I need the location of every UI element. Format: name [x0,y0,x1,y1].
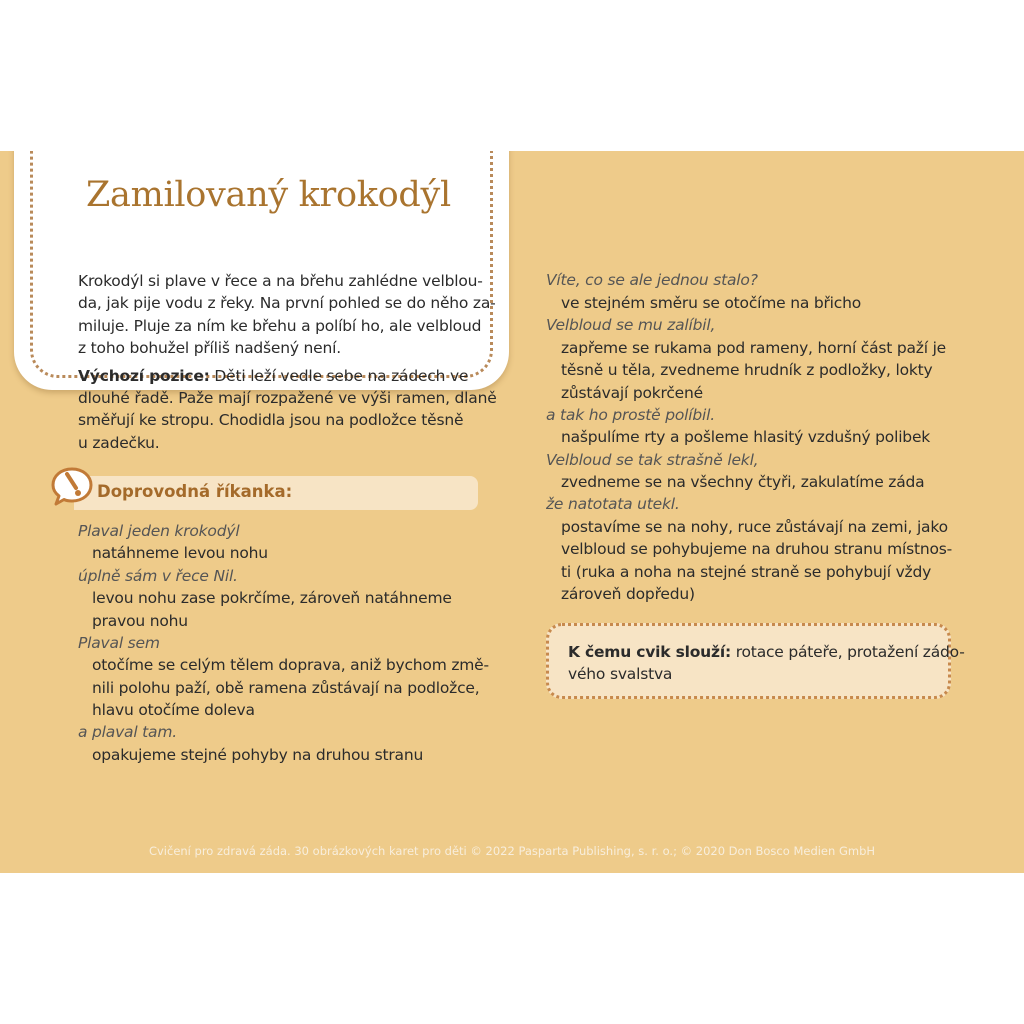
rhyme-action-line: zůstávají pokrčené [561,384,703,402]
rhyme-action-line: velbloud se pohybujeme na druhou stranu místnos- [561,540,953,558]
rhyme-verse-line: a plaval tam. [78,723,177,741]
start-position-line: dlouhé řadě. Paže mají rozpažené ve výši ramen, dlaně [78,389,497,407]
rhyme-action-line: otočíme se celým tělem doprava, aniž bychom změ- [92,656,489,674]
rhyme-verse-line: a tak ho prostě políbil. [546,406,715,424]
rhyme-action-line: ve stejném směru se otočíme na břicho [561,294,862,312]
intro-line: z toho bohužel příliš nadšený není. [78,339,341,357]
rhyme-banner [50,474,478,510]
start-position-label: Výchozí pozice: [78,367,210,385]
speech-bubble-exclamation-icon [50,464,94,508]
rhyme-action-line: těsně u těla, zvedneme hrudník z podložky, lokty [561,361,933,379]
purpose-line [568,641,965,664]
intro-line: miluje. Pluje za ním ke břehu a políbí ho, ale velbloud [78,317,482,335]
copyright-footer: Cvičení pro zdravá záda. 30 obrázkových karet pro děti © 2022 Pasparta Publishing, s. r. o.; © 2020 Don Bosco Medien GmbH [148,844,876,858]
rhyme-verse-line: že natotata utekl. [546,495,680,513]
rhyme-heading: Doprovodná říkanka: [97,482,293,501]
intro-line: Krokodýl si plave v řece a na břehu zahlédne velblou- [78,272,483,290]
start-position-line: u zadečku. [78,434,160,452]
rhyme-action-line: opakujeme stejné pohyby na druhou stranu [92,746,424,764]
rhyme-action-line: našpulíme rty a pošleme hlasitý vzdušný polibek [561,428,931,446]
purpose-line: vého svalstva [568,665,673,683]
start-position-text: Děti leží vedle sebe na zádech ve [209,367,469,385]
rhyme-action-line: zapřeme se rukama pod rameny, horní část paží je [561,339,947,357]
rhyme-action-line: zároveň dopředu) [561,585,695,603]
rhyme-action-line: pravou nohu [92,612,188,630]
purpose-text: rotace páteře, protažení zádo- [730,643,965,661]
rhyme-verse-line: Plaval jeden krokodýl [78,522,240,540]
rhyme-action-line: postavíme se na nohy, ruce zůstávají na zemi, jako [561,518,948,536]
rhyme-action-line: nili polohu paží, obě ramena zůstávají na podložce, [92,679,480,697]
rhyme-action-line: ti (ruka a noha na stejné straně se pohybují vždy [561,563,932,581]
rhyme-verse-line: úplně sám v řece Nil. [78,567,238,585]
start-position-line [78,365,468,388]
rhyme-action-line: hlavu otočíme doleva [92,701,255,719]
exercise-card [0,151,1024,873]
rhyme-verse-line: Velbloud se mu zalíbil, [546,316,716,334]
start-position-line: směřují ke stropu. Chodidla jsou na podložce těsně [78,411,464,429]
page-title: Zamilovaný krokodýl [86,175,451,215]
rhyme-verse-line: Víte, co se ale jednou stalo? [546,271,758,289]
rhyme-verse-line: Velbloud se tak strašně lekl, [546,451,759,469]
rhyme-action-line: zvedneme se na všechny čtyři, zakulatíme záda [561,473,925,491]
rhyme-action-line: natáhneme levou nohu [92,544,268,562]
intro-line: da, jak pije vodu z řeky. Na první pohled se do něho za- [78,294,496,312]
purpose-label: K čemu cvik slouží: [568,643,731,661]
rhyme-action-line: levou nohu zase pokrčíme, zároveň natáhneme [92,589,452,607]
rhyme-verse-line: Plaval sem [78,634,160,652]
